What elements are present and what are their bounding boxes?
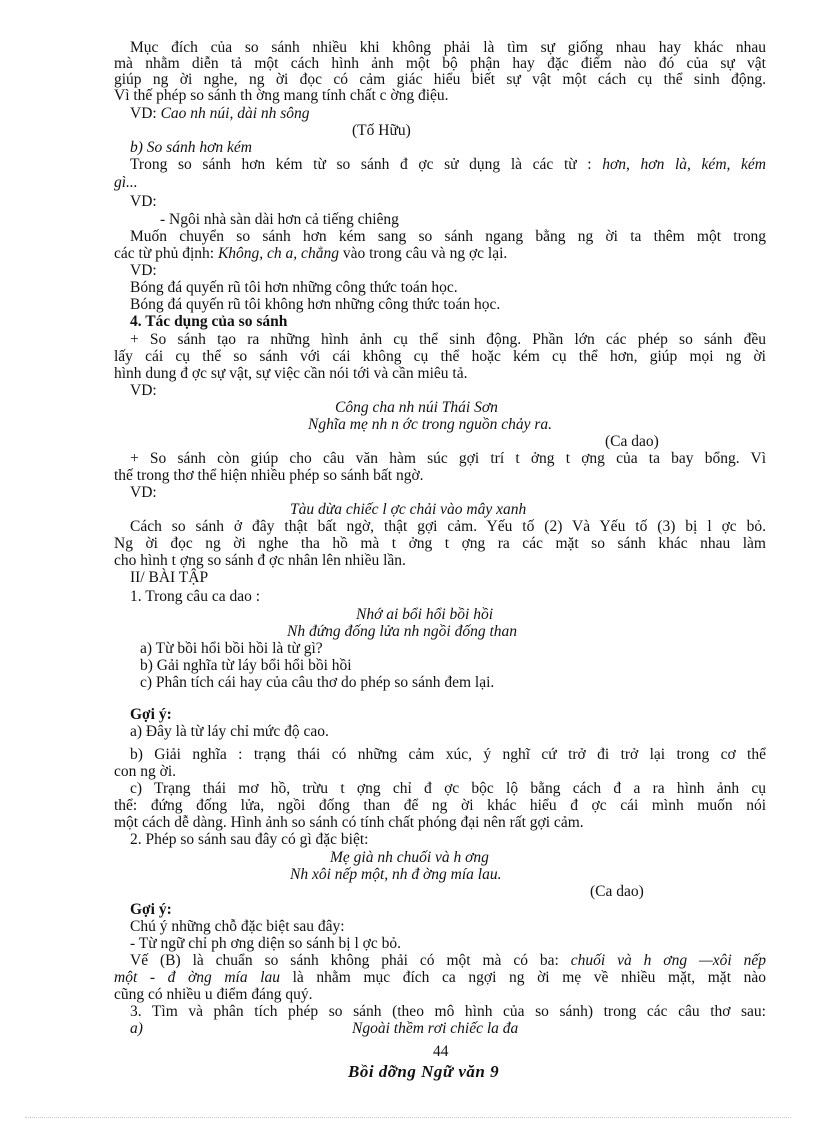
example-line xyxy=(130,106,310,122)
footer-book-title: Bồi dỡng Ngữ văn 9 xyxy=(348,1062,500,1081)
poem-line: Nh xôi nếp một, nh đ ờng mía lau. xyxy=(290,866,502,883)
paragraph-line: Mục đích của so sánh nhiều khi không phải là tìm sự giống nhau hay khác nhau xyxy=(130,39,766,56)
example-text: Bóng đá quyến rũ tôi hơn những công thức toán học. xyxy=(130,279,458,296)
paragraph-line: Vì thế phép so sánh th ờng mang tính chất c ờng điệu. xyxy=(114,87,449,104)
paragraph-line: lấy cái cụ thể so sánh với cái không cụ thể hoặc kém cụ thể hơn, giúp mọi ng ời xyxy=(114,348,766,365)
poem-line: Nghĩa mẹ nh n ớc trong nguồn chảy ra. xyxy=(308,416,553,433)
example-text: Cao nh núi, dài nh sông xyxy=(160,105,310,122)
paragraph-line: Cách so sánh ở đây thật bất ngờ, thật gợi cảm. Yếu tố (2) Và Yếu tố (3) bị l ợc bỏ. xyxy=(130,518,766,535)
example-label: VD: xyxy=(130,105,161,122)
poem-line: Ngoài thềm rơi chiếc la đa xyxy=(352,1020,519,1037)
hint-line: a) Đây là từ láy chỉ mức độ cao. xyxy=(130,723,329,740)
hint-line xyxy=(114,970,766,986)
example-text: Bóng đá quyến rũ tôi không hơn những công thức toán học. xyxy=(130,296,501,313)
hint-line: c) Trạng thái mơ hồ, trừu t ợng chỉ đ ợc bộc lộ bằng cách đ a ra hình ảnh cụ xyxy=(130,780,766,797)
text-span: Vế (B) là chuẩn so sánh không phải có một mà có ba: xyxy=(130,952,571,969)
text-span-italic: Không, ch a, chẳng xyxy=(217,245,339,262)
hint-line: thể: đứng đống lửa, ngồi đống than để ng ời khác hiểu đ ợc cái mình muốn nói xyxy=(114,797,766,814)
exercise-item: a) Từ bồi hổi bồi hồi là từ gì? xyxy=(140,640,323,657)
section-subheading: b) So sánh hơn kém xyxy=(130,139,252,156)
paragraph-line: thế trong thơ thể hiện nhiều phép so sánh bất ngờ. xyxy=(114,467,424,484)
paragraph-line: Ng ời đọc ng ời nghe tha hồ mà t ởng t ợng ra các mặt so sánh khác nhau làm xyxy=(114,535,766,552)
paragraph-line: mà nhằm diễn tả một cách hình ảnh một bộ phận hay đặc điểm nào đó của sự vật xyxy=(114,55,766,72)
hint-line xyxy=(130,953,766,969)
hint-line: Chú ý những chỗ đặc biệt sau đây: xyxy=(130,918,345,935)
poem-line: Mẹ già nh chuối và h ơng xyxy=(330,849,489,866)
hint-line: cũng có nhiều u điểm đáng quý. xyxy=(114,986,313,1003)
hint-heading: Gợi ý: xyxy=(130,706,172,723)
paragraph-line xyxy=(114,246,507,262)
hint-line: b) Giải nghĩa : trạng thái có những cảm xúc, ý nghĩ cứ trở đi trở lại trong cơ thể xyxy=(130,746,766,763)
paragraph-line: gì... xyxy=(114,174,138,191)
paragraph-line: Muốn chuyển so sánh hơn kém sang so sánh ngang bằng ng ời ta thêm một trong xyxy=(130,228,766,245)
text-span-italic: hơn, hơn là, kém, kém xyxy=(602,156,766,173)
example-author: (Tố Hữu) xyxy=(352,122,411,139)
text-span: Trong so sánh hơn kém từ so sánh đ ợc sử dụng là các từ : xyxy=(130,156,603,173)
section-heading: II/ BÀI TẬP xyxy=(130,569,209,586)
example-label: VD: xyxy=(130,262,157,279)
exercise-question: 1. Trong câu ca dao : xyxy=(130,588,261,605)
poem-line: Nh đứng đống lửa nh ngồi đống than xyxy=(287,623,518,640)
example-label: VD: xyxy=(130,193,157,210)
example-label: VD: xyxy=(130,382,157,399)
hint-line: - Từ ngữ chỉ ph ơng diện so sánh bị l ợc bỏ. xyxy=(130,935,401,952)
example-label: VD: xyxy=(130,484,157,501)
text-span: vào trong câu và ng ợc lại. xyxy=(338,245,508,262)
exercise-question: 2. Phép so sánh sau đây có gì đặc biệt: xyxy=(130,831,369,848)
poem-line: Tàu dừa chiếc l ợc chải vào mây xanh xyxy=(290,501,527,518)
poem-source: (Ca dao) xyxy=(605,433,659,450)
hint-line: con ng ời. xyxy=(114,763,177,780)
paragraph-line: + So sánh còn giúp cho câu văn hàm súc gợi trí t ởng t ợng của ta bay bổng. Vì xyxy=(130,450,766,467)
paragraph-line: cho hình t ợng so sánh đ ợc nhân lên nhiều lần. xyxy=(114,552,406,569)
section-heading: 4. Tác dụng của so sánh xyxy=(130,313,288,330)
exercise-question: 3. Tìm và phân tích phép so sánh (theo mô hình của so sánh) trong các câu thơ sau: xyxy=(130,1003,766,1020)
example-text: - Ngôi nhà sàn dài hơn cả tiếng chiêng xyxy=(160,211,399,228)
paragraph-line: + So sánh tạo ra những hình ảnh cụ thể sinh động. Phần lớn các phép so sánh đều xyxy=(130,331,766,348)
page-bottom-border xyxy=(25,1117,791,1118)
exercise-item: c) Phân tích cái hay của câu thơ do phép so sánh đem lại. xyxy=(140,674,495,691)
text-span: là nhằm mục đích ca ngợi ng ời mẹ về nhiều mặt, mặt nào xyxy=(280,969,766,986)
text-span: các từ phủ định: xyxy=(114,245,218,262)
text-span-italic: một - đ ờng mía lau xyxy=(114,969,281,986)
poem-line: Công cha nh núi Thái Sơn xyxy=(335,399,498,416)
exercise-item: b) Gải nghĩa từ láy bổi hổi bồi hồi xyxy=(140,657,352,674)
poem-line: Nhớ ai bổi hổi bồi hồi xyxy=(356,606,494,623)
paragraph-line: giúp ng ời nghe, ng ời đọc có cảm giác hiểu biết sự vật một cách cụ thể sinh động. xyxy=(114,71,766,88)
paragraph-line: hình dung đ ợc sự vật, sự việc cần nói tới và cần miêu tả. xyxy=(114,365,468,382)
exercise-item-label: a) xyxy=(130,1020,143,1037)
page-number: 44 xyxy=(433,1043,449,1060)
text-span-italic: chuối và h ơng —xôi nếp xyxy=(570,952,767,969)
poem-source: (Ca dao) xyxy=(590,883,644,900)
hint-line: một cách dễ dàng. Hình ảnh so sánh có tính chất phóng đại nên rất gợi cảm. xyxy=(114,814,584,831)
paragraph-line xyxy=(130,157,766,173)
hint-heading: Gợi ý: xyxy=(130,901,172,918)
